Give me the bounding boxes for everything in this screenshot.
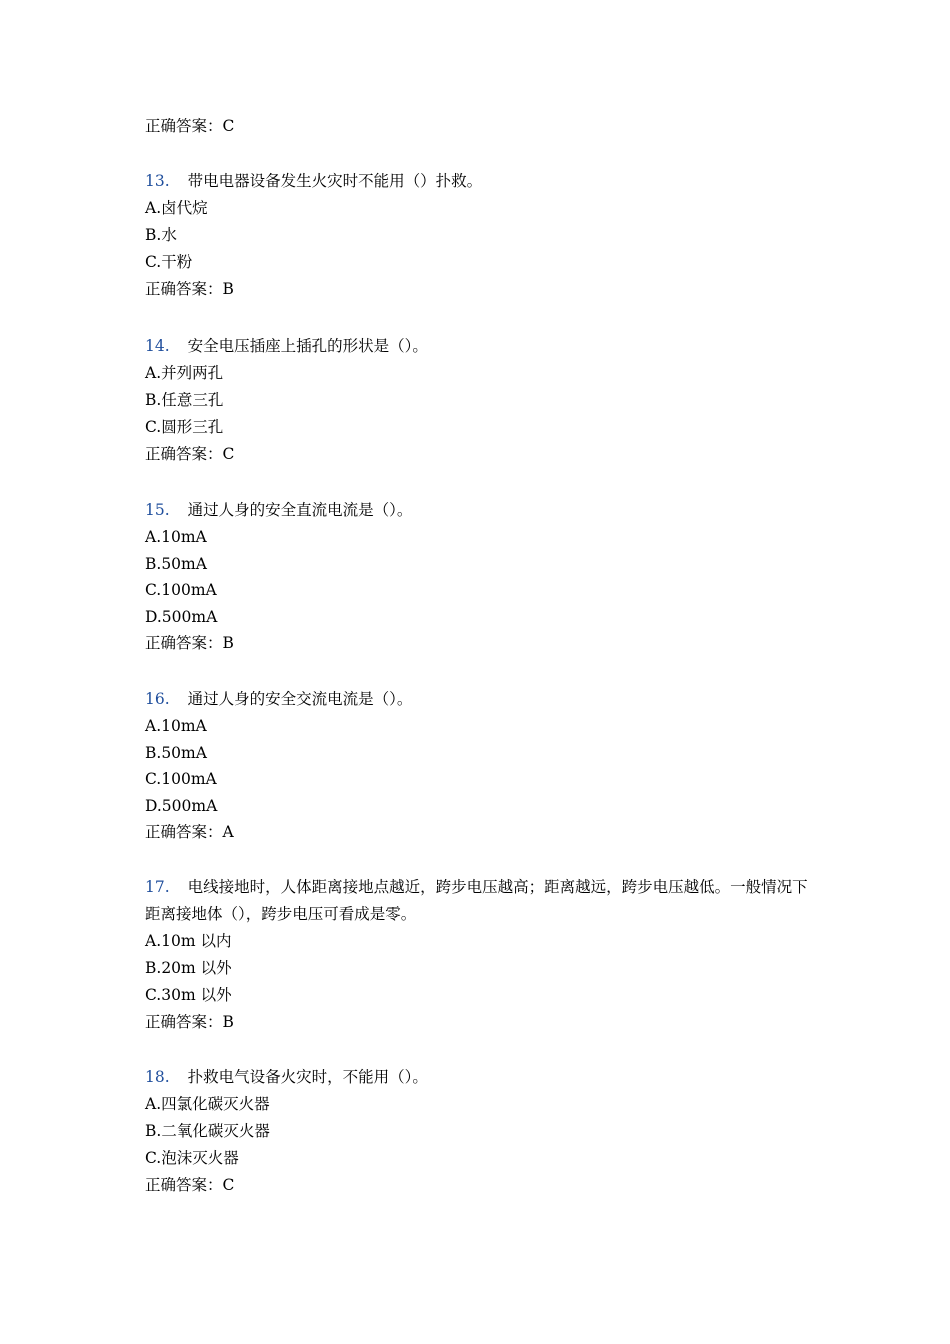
option-b: B.任意三孔 [145, 391, 224, 409]
question-text: 15. 通过人身的安全直流电流是（）。 [145, 501, 413, 519]
question-17 [145, 874, 815, 1036]
option-c: C.圆形三孔 [145, 418, 224, 436]
answer-label: 正确答案： [145, 445, 223, 463]
question-number: 15. [145, 501, 170, 519]
option-a: A.卤代烷 [145, 199, 208, 217]
question-number: 16. [145, 690, 170, 708]
answer-line [145, 441, 815, 468]
question-text: 16. 通过人身的安全交流电流是（）。 [145, 690, 413, 708]
question-text: 14. 安全电压插座上插孔的形状是（）。 [145, 337, 428, 355]
answer-value: B [222, 1013, 234, 1031]
question-18 [145, 1064, 815, 1199]
option-a: A.四氯化碳灭火器 [145, 1095, 270, 1113]
question-16 [145, 686, 815, 846]
answer-value: C [222, 1176, 235, 1194]
answer-value: C [222, 445, 235, 463]
answer-label: 正确答案： [145, 634, 223, 652]
option-b: B.50mA [145, 743, 207, 762]
question-text: 13. 带电电器设备发生火灾时不能用（）扑救。 [145, 172, 483, 190]
question-text: 17. 电线接地时，人体距离接地点越近，跨步电压越高；距离越远，跨步电压越低。一般情况下距离接地体（），跨步电压可看成是零。 [145, 878, 808, 923]
answer-line [145, 1172, 815, 1199]
question-number: 14. [145, 337, 170, 355]
option-d: D.500mA [145, 796, 218, 815]
answer-label: 正确答案： [145, 823, 223, 841]
option-c: C.30m 以外 [145, 986, 232, 1004]
option-a: A.10mA [145, 528, 207, 546]
answer-value: A [222, 823, 234, 841]
answer-line [145, 1009, 815, 1036]
answer-label: 正确答案： [145, 117, 223, 135]
answer-line [145, 819, 815, 846]
question-15 [145, 497, 815, 657]
option-b: B.水 [145, 226, 177, 244]
question-number: 18. [145, 1068, 170, 1086]
question-14 [145, 333, 815, 468]
answer-label: 正确答案： [145, 1176, 223, 1194]
question-13 [145, 168, 815, 303]
answer-line-12 [145, 113, 234, 140]
option-d: D.500mA [145, 607, 218, 626]
option-a: A.并列两孔 [145, 364, 224, 382]
answer-value: B [222, 634, 234, 652]
answer-label: 正确答案： [145, 1013, 223, 1031]
option-c: C.100mA [145, 581, 217, 599]
option-c: C.100mA [145, 770, 217, 788]
option-b: B.二氧化碳灭火器 [145, 1122, 270, 1140]
option-a: A.10m 以内 [145, 932, 232, 950]
question-number: 13. [145, 172, 170, 190]
question-text: 18. 扑救电气设备火灾时，不能用（）。 [145, 1068, 428, 1086]
option-c: C.泡沫灭火器 [145, 1149, 239, 1167]
option-a: A.10mA [145, 717, 207, 735]
answer-value: B [222, 280, 234, 298]
answer-line [145, 630, 815, 657]
option-b: B.20m 以外 [145, 959, 232, 977]
option-b: B.50mA [145, 554, 207, 573]
answer-value: C [222, 117, 235, 135]
answer-line [145, 276, 815, 303]
question-number: 17. [145, 878, 170, 896]
option-c: C.干粉 [145, 253, 193, 271]
answer-label: 正确答案： [145, 280, 223, 298]
